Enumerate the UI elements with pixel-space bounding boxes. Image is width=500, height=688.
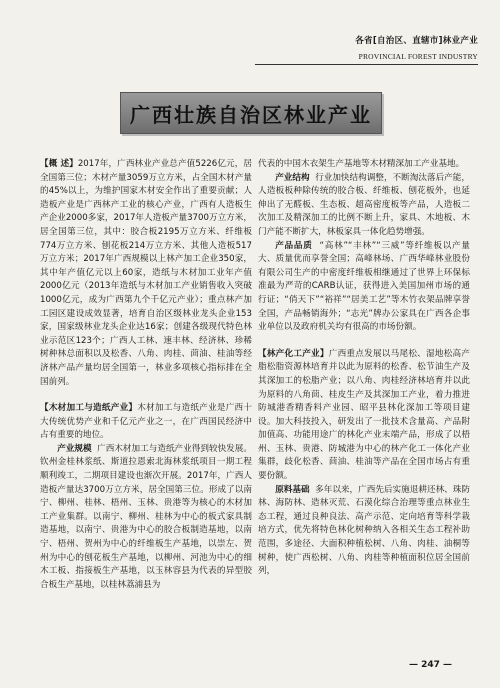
forest-chemical-paragraph: [258, 348, 470, 484]
structure-paragraph: [258, 172, 470, 240]
left-column: [40, 158, 252, 592]
page-title: 广西壮族自治区林业产业: [130, 102, 372, 127]
right-column: [258, 158, 470, 579]
continued-paragraph: [258, 158, 470, 172]
header-rule: [255, 64, 478, 65]
section-gap: [40, 389, 252, 402]
material-heading: 原料基础: [275, 484, 310, 495]
forest-chemical-heading: 【林产化工产业】: [258, 348, 329, 359]
structure-heading: 产业结构: [275, 172, 310, 183]
overview-text: 2017年，广西林业产业总产值5226亿元，居全国第三位；木材产量3059万立方米，占全国木材产量的45%以上，为维护国家木材安全作出了重要贡献；人造板产业是广西林产工业的核心产业，广西有人造板生产企业2000多家，2017年人造板产量3700万立方米，居全国第三位，其中：胶合板2195万立方米、纤维板774万立方米、刨花板214万立方米、其他人造板517万立方米；2017年广西规模以上林产加工企业350家，其中年产值亿元以上60家，造纸与木材加工业年产值2000亿元（2013年造纸与木材加工产业销售收入突破1000亿元，成为广西第九个千亿元产业）；重点林产加工园区建设成效显著，培育自治区级林业龙头企业153家，国家级林业龙头企业达16家；创建各级现代特色林业示范区123个；广西人工林、速丰林、经济林、珍稀树种林总面积以及松香、八角、肉桂、茴油、桂油等经济林产品产量均居全国第一，林业多项核心指标排在全国前列。: [40, 159, 252, 387]
continued-text: 代表的中国木衣架生产基地等木材精深加工产业基地。: [258, 159, 465, 169]
structure-text: 行业加快结构调整，不断淘汰落后产能，人造板板种除传统的胶合板、纤维板、刨花板外，也延伸出了无醛板、生态板、超高密度板等产品，人造板二次加工及精深加工的比例不断上升，家具、木地板、木门产能不断扩大，林板家具一体化趋势增强。: [258, 172, 470, 237]
page-number: — 247 —: [408, 660, 452, 670]
material-text: 多年以来，广西先后实施退耕还林、珠防林、海防林、造林灭荒、石漠化综合治理等重点林业生态工程，通过良种良法、高产示范、定向培育等科学栽培方式，优先将特色林化树种纳入各相关生态工程补助范围，多途径、大面积种植松树、八角、肉桂、油桐等树种，使广西松树、八角、肉桂等种植面积位居全国前列，: [258, 484, 470, 577]
overview-paragraph: [40, 158, 252, 389]
section-gap: [258, 335, 470, 348]
quality-paragraph: [258, 240, 470, 335]
material-paragraph: [258, 484, 470, 579]
scale-paragraph: [40, 443, 252, 593]
wood-section-heading: 【木材加工与造纸产业】: [40, 403, 138, 414]
forest-chemical-text: 广西重点发展以马尾松、湿地松高产脂松脂资源林培育并以此为原料的松香、松节油生产及其深加工的松脂产业；以八角、肉桂经济林培育并以此为原料的八角茴、桂皮生产及其深加工产业，着力推进防城港香精香料产业园、昭平县林化深加工等项目建设。加大科技投入，研发出了一批技术含量高、产品附加值高、功能用途广的林化产业末端产品，形成了以梧州、玉林、贵港、防城港为中心的林产化工一体化产业集群，歧化松香、茴油、桂油等产品在全国市场占有重要份额。: [258, 348, 470, 482]
quality-text: “高林”“丰林”“三威”等纤维板以产量大、质量优而享誉全国；高峰林场、广西华峰林业股份有限公司生产的中密度纤维板相继通过了世界上环保标准最为严苛的CARB认证，获得进入美国加州市场的通行证；“俏天下”“裕祥”“居美工艺”等木竹衣架品牌享誉全国，产品畅销海外；“志光”牌办公家具在广西各企事业单位以及政府机关均有很高的市场份额。: [258, 240, 470, 333]
scale-heading: 产业规模: [57, 443, 92, 454]
overview-heading: 【概 述】: [40, 159, 78, 169]
running-header-english: PROVINCIAL FOREST INDUSTRY: [358, 52, 478, 61]
running-header-title: 各省[自治区、直辖市]林业产业: [355, 36, 478, 46]
wood-section-text: 木材加工与造纸产业是广西十大传统优势产业和千亿元产业之一，在广西国民经济中占有重要的地位。: [40, 403, 252, 441]
wood-section-paragraph: [40, 402, 252, 443]
quality-heading: 产品品质: [275, 240, 313, 251]
title-banner: [120, 92, 382, 134]
scale-text: 广西木材加工与造纸产业得到较快发展。钦州金桂林浆纸、斯道拉恩索北海林浆纸项目一期工程顺利竣工，二期项目建设也渐次开展。2017年，广西人造板产量达3700万立方米，居全国第三位。形成了以南宁、柳州、桂林、梧州、玉林、贵港等为核心的木材加工产业集群。以南宁、柳州、桂林为中心的板式家具制造基地，以南宁、贵港为中心的胶合板制造基地，以南宁、梧州、贺州为中心的纤维板生产基地，以崇左、贺州为中心的刨花板生产基地，以柳州、河池为中心的细木工板、指接板生产基地，以玉林容县为代表的异型胶合板生产基地，以桂林荔浦县为: [40, 443, 252, 590]
